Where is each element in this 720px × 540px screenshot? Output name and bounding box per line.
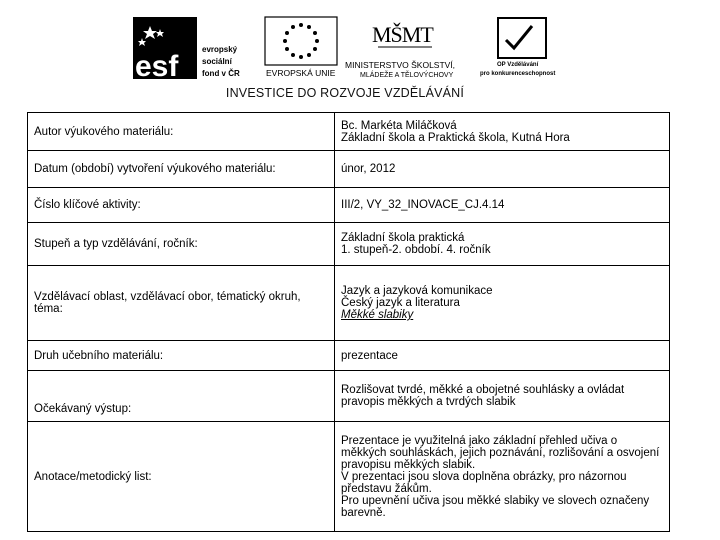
metadata-table [27, 112, 670, 532]
value-line: Prezentace je využitelná jako základní přehled učiva o měkkých souhláskách, jejich poznávání, rozlišování a osvojení pravopisu měkkých slabik. [341, 434, 660, 471]
esf-line-3: fond v ČR [202, 69, 240, 78]
table-row [28, 151, 670, 188]
value-line: Rozlišovat tvrdé, měkké a obojetné souhlásky a ovládat pravopis měkkých a tvrdých slabik [341, 384, 625, 408]
eu-flag-logo [265, 17, 337, 78]
op-line-2: pro konkurenceschopnost [480, 71, 556, 77]
row-value [335, 188, 670, 223]
table-row [28, 223, 670, 266]
row-value [335, 422, 670, 532]
msmt-line-2: MLÁDEŽE A TĚLOVÝCHOVY [360, 72, 454, 79]
value-line: III/2, VY_32_INOVACE_CJ.4.14 [341, 199, 505, 211]
value-line: Pro upevnění učiva jsou měkké slabiky ve slovech označeny barevně. [341, 494, 650, 519]
esf-mark: esf [135, 50, 179, 83]
row-label: Stupeň a typ vzdělávání, ročník: [28, 223, 335, 266]
value-line: Základní škola a Praktická škola, Kutná Hora [341, 131, 570, 144]
value-line: V prezentaci jsou slova doplněna obrázky, pro názornou představu žákům. [341, 470, 627, 495]
op-line-1: OP Vzdělávání [497, 62, 539, 68]
value-line: prezentace [341, 349, 398, 362]
value-line: Jazyk a jazyková komunikace [341, 285, 493, 297]
slogan: INVESTICE DO ROZVOJE VZDĚLÁVÁNÍ [225, 86, 465, 100]
esf-line-1: evropský [202, 45, 238, 54]
table-row [28, 113, 670, 151]
row-value [335, 371, 670, 422]
esf-logo [133, 17, 240, 83]
table-row [28, 266, 670, 341]
value-line: Bc. Markéta Miláčková [341, 119, 457, 132]
msmt-logo [345, 22, 455, 79]
row-label: Datum (období) vytvoření výukového materiálu: [28, 151, 335, 188]
table-row [28, 422, 670, 532]
row-label: Druh učebního materiálu: [28, 341, 335, 371]
op-logo [480, 18, 555, 77]
value-line: Český jazyk a literatura [341, 297, 460, 309]
row-value [335, 113, 670, 151]
msmt-line-1: MINISTERSTVO ŠKOLSTVÍ, [345, 60, 456, 70]
eu-label: EVROPSKÁ UNIE [266, 68, 336, 78]
table-row [28, 188, 670, 223]
value-line: Základní škola praktická [341, 232, 465, 244]
table-row [28, 371, 670, 422]
row-value [335, 151, 670, 188]
esf-line-2: sociální [202, 57, 232, 66]
value-line: 1. stupeň-2. období. 4. ročník [341, 244, 491, 256]
row-label: Anotace/metodický list: [28, 422, 335, 532]
msmt-mark: MŠMT [372, 22, 433, 47]
row-label: Autor výukového materiálu: [28, 113, 335, 151]
row-value [335, 341, 670, 371]
row-label: Očekávaný výstup: [28, 371, 335, 422]
value-line: únor, 2012 [341, 163, 396, 175]
row-value [335, 223, 670, 266]
row-label: Vzdělávací oblast, vzdělávací obor, tématický okruh, téma: [28, 266, 335, 341]
table-row [28, 341, 670, 371]
row-label: Číslo klíčové aktivity: [28, 188, 335, 223]
row-value [335, 266, 670, 341]
topic-link: Měkké slabiky [341, 309, 414, 321]
